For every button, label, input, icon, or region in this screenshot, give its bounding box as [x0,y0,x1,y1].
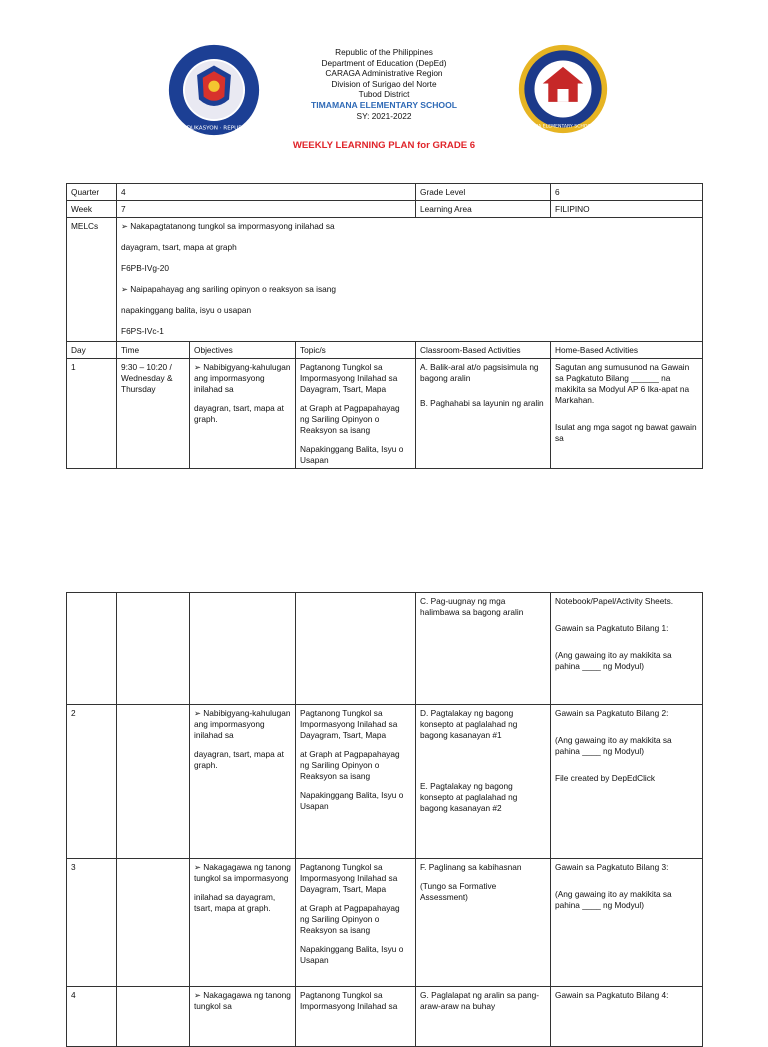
home-text: Isulat ang mga sagot ng bawat gawain sa [555,422,697,443]
home-text: Notebook/Papel/Activity Sheets. [555,596,674,606]
topic-text: at Graph at Pagpapahayag ng Sariling Opinyon o Reaksyon sa isang [300,903,400,935]
table-row [67,593,703,705]
classroom-cell [416,987,551,1047]
deped-seal-text: KAGAWARAN NG EDUKASYON · REPUBLIKA NG PILIPINAS [134,125,294,132]
table-row [67,201,703,218]
day-cell: 3 [67,859,117,987]
objective-text: ➢ Nakagagawa ng tanong tungkol sa [194,990,291,1011]
objective-text: ➢ Nabibigyang-kahulugan ang impormasyong inilahad sa [194,708,291,740]
column-header-row [67,342,703,359]
time-cell [117,859,190,987]
home-text: Gawain sa Pagkatuto Bilang 4: [555,990,669,1000]
weekly-plan-table-1 [66,183,703,469]
home-text: Sagutan ang sumusunod na Gawain sa Pagkatuto Bilang ______ na makikita sa Modyul AP 6 Ika-apat na Markahan. [555,362,690,405]
table-row [67,359,703,469]
col-time: Time [117,342,190,359]
topic-text: Napakinggang Balita, Isyu o Usapan [300,790,404,811]
day-cell: 4 [67,987,117,1047]
activity-text: E. Pagtalakay ng bagong konsepto at paglalahad ng bagong kasanayan #2 [420,781,518,813]
week-label: Week [67,201,117,218]
topic-text: Napakinggang Balita, Isyu o Usapan [300,444,404,465]
time-cell [117,593,190,705]
learning-area-label: Learning Area [416,201,551,218]
objectives-cell [190,359,296,469]
quarter-value: 4 [117,184,416,201]
time-cell [117,987,190,1047]
topic-text: at Graph at Pagpapahayag ng Sariling Opinyon o Reaksyon sa isang [300,749,400,781]
activity-text: B. Paghahabi sa layunin ng aralin [420,398,544,408]
table-row [67,987,703,1047]
classroom-cell [416,705,551,859]
melcs-cell [117,218,703,342]
table-row [67,218,703,342]
home-text: Gawain sa Pagkatuto Bilang 3: [555,862,669,872]
classroom-cell [416,859,551,987]
school-name: TIMAMANA ELEMENTARY SCHOOL [310,99,458,110]
activity-text: A. Balik-aral at/o pagsisimula ng bagong aralin [420,362,539,383]
plan-title: WEEKLY LEARNING PLAN for GRADE 6 [292,140,476,151]
objective-text: dayagran, tsart, mapa at graph. [194,749,284,770]
melc-1-code: F6PB-IVg-20 [121,263,169,273]
division-line: Division of Surigao del Norte [331,78,437,89]
school-year: SY: 2021-2022 [356,110,412,121]
day-cell: 1 [67,359,117,469]
topic-cell [296,359,416,469]
activity-text: F. Paglinang sa kabihasnan [420,862,522,872]
topic-cell [296,859,416,987]
topic-cell [296,705,416,859]
week-value: 7 [117,201,416,218]
day-cell: 2 [67,705,117,859]
col-classroom: Classroom-Based Activities [416,342,551,359]
topic-text: Pagtanong Tungkol sa Impormasyong Inilahad sa [300,990,398,1011]
grade-level-label: Grade Level [416,184,551,201]
topic-text: Pagtanong Tungkol sa Impormasyong Inilahad sa Dayagram, Tsart, Mapa [300,708,398,740]
objective-text: ➢ Nabibigyang-kahulugan ang impormasyong inilahad sa [194,362,291,394]
home-cell [551,705,703,859]
district-line: Tubod District [358,89,410,100]
objectives-cell [190,593,296,705]
activity-text: C. Pag-uugnay ng mga halimbawa sa bagong aralin [420,596,524,617]
activity-text: (Tungo sa Formative Assessment) [420,881,497,902]
table-row [67,859,703,987]
col-day: Day [67,342,117,359]
objectives-cell [190,705,296,859]
home-text: Gawain sa Pagkatuto Bilang 1: [555,623,669,633]
weekly-plan-table-2 [66,592,703,1047]
republic-line: Republic of the Philippines [335,47,433,57]
classroom-cell [416,359,551,469]
home-cell [551,593,703,705]
col-objectives: Objectives [190,342,296,359]
learning-area-value: FILIPINO [551,201,703,218]
region-line: CARAGA Administrative Region [325,68,443,79]
home-cell [551,987,703,1047]
objectives-cell [190,987,296,1047]
melc-1: ➢ Nakapagtatanong tungkol sa impormasyong inilahad sa [121,221,335,231]
melc-1-cont: dayagram, tsart, mapa at graph [121,242,237,252]
objective-text: inilahad sa dayagram, tsart, mapa at graph. [194,892,276,913]
school-seal-text: TIMAMANA ELEMENTARY SCHOOL · 1947 [516,124,610,130]
home-text: (Ang gawaing ito ay makikita sa pahina ____ ng Modyul) [555,889,672,910]
col-home: Home-Based Activities [551,342,703,359]
deped-line: Department of Education (DepEd) [321,57,447,68]
col-topic: Topic/s [296,342,416,359]
objective-text: dayagran, tsart, mapa at graph. [194,403,284,424]
topic-text: Napakinggang Balita, Isyu o Usapan [300,944,404,965]
watermark-text: File created by DepEdClick [555,773,656,783]
quarter-label: Quarter [67,184,117,201]
objective-text: ➢ Nakagagawa ng tanong tungkol sa impormasyong [194,862,291,883]
home-text: (Ang gawaing ito ay makikita sa pahina ____ ng Modyul) [555,650,672,671]
time-cell: 9:30 – 10:20 / Wednesday & Thursday [117,359,190,469]
document-header [0,0,768,170]
melc-2-code: F6PS-IVc-1 [121,326,164,336]
activity-text: G. Paglalapat ng aralin sa pang-araw-araw na buhay [420,990,540,1011]
topic-text: Pagtanong Tungkol sa Impormasyong Inilahad sa Dayagram, Tsart, Mapa [300,862,398,894]
melc-2-cont: napakinggang balita, isyu o usapan [121,305,252,315]
classroom-cell [416,593,551,705]
grade-level-value: 6 [551,184,703,201]
objectives-cell [190,859,296,987]
home-text: (Ang gawaing ito ay makikita sa pahina ____ ng Modyul) [555,735,672,756]
table-row [67,184,703,201]
activity-text: D. Pagtalakay ng bagong konsepto at paglalahad ng bagong kasanayan #1 [420,708,518,740]
day-cell [67,593,117,705]
topic-text: Pagtanong Tungkol sa Impormasyong Inilahad sa Dayagram, Tsart, Mapa [300,362,398,394]
home-cell [551,859,703,987]
home-text: Gawain sa Pagkatuto Bilang 2: [555,708,669,718]
topic-text: at Graph at Pagpapahayag ng Sariling Opinyon o Reaksyon sa isang [300,403,400,435]
table-row [67,705,703,859]
melcs-label: MELCs [67,218,117,342]
melc-2: ➢ Naipapahayag ang sariling opinyon o reaksyon sa isang [121,284,336,294]
topic-cell [296,987,416,1047]
home-cell [551,359,703,469]
time-cell [117,705,190,859]
header-text-block [230,47,538,121]
topic-cell [296,593,416,705]
